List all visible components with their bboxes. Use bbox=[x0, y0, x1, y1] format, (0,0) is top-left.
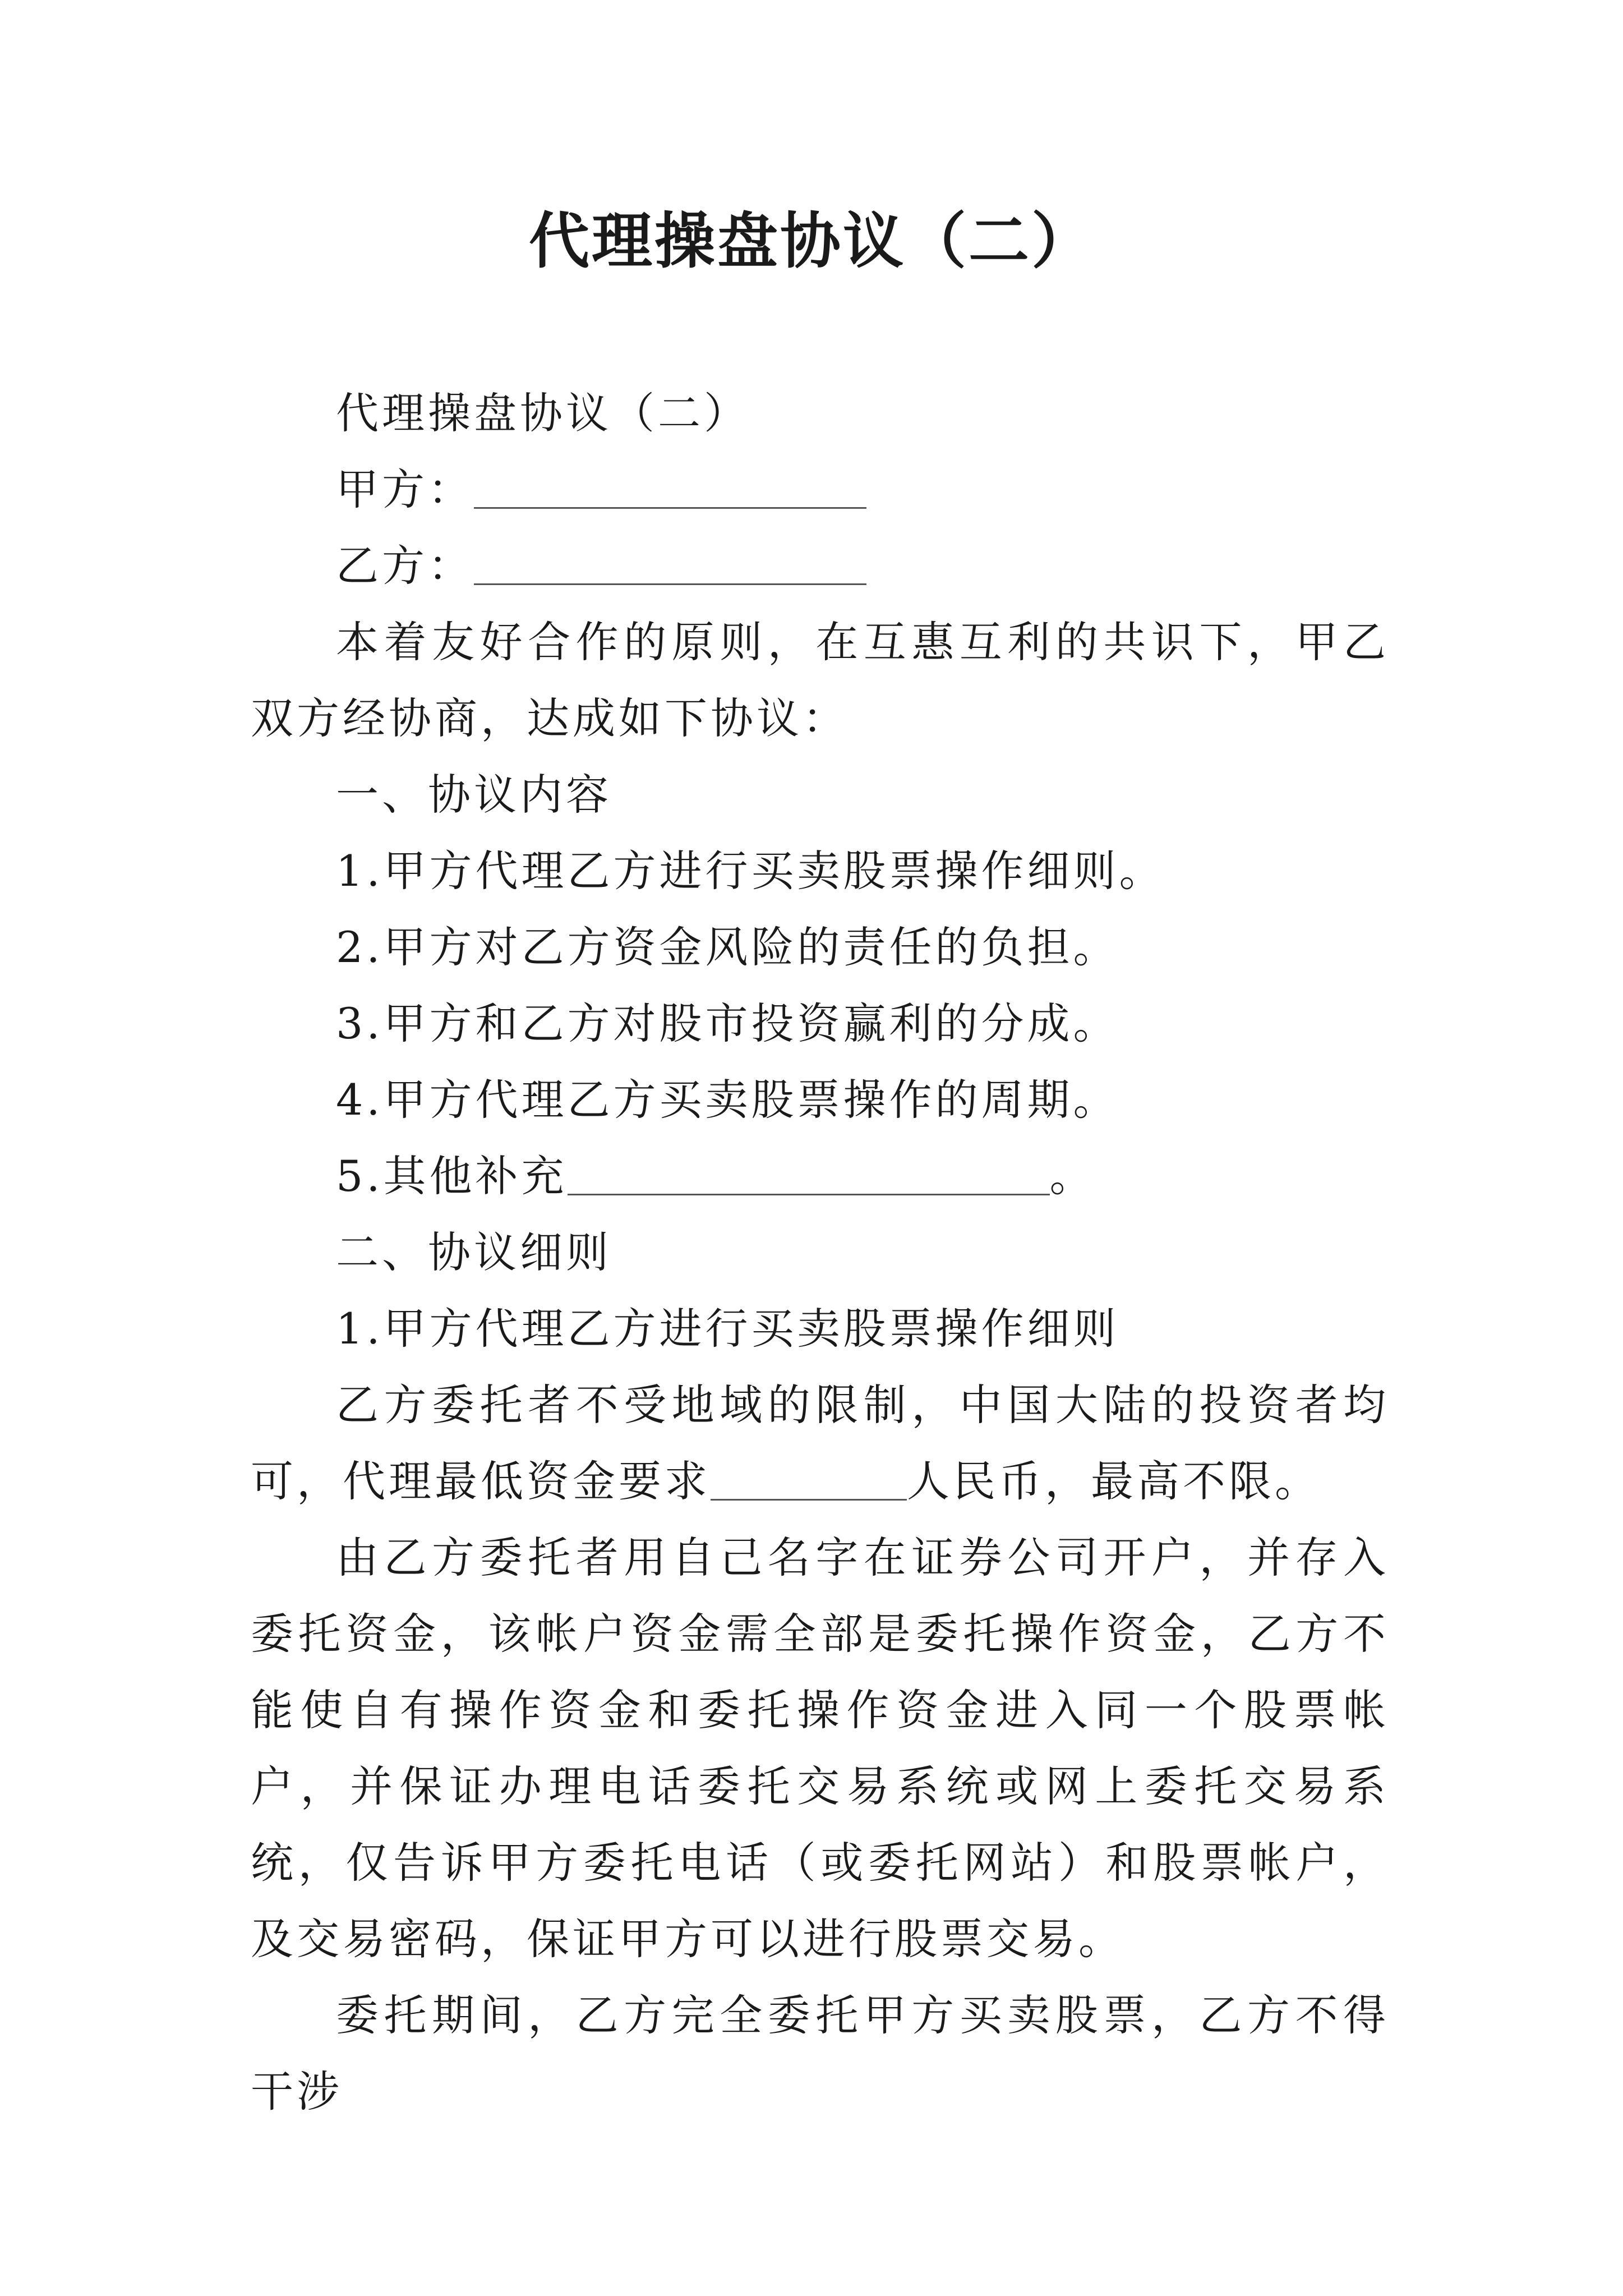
document-body bbox=[251, 375, 1389, 2130]
item5-prefix: 5.其他补充 bbox=[336, 1151, 568, 1201]
min-amount-blank bbox=[711, 1460, 907, 1501]
section1-item: 2.甲方对乙方资金风险的责任的负担。 bbox=[336, 922, 1119, 972]
section2-heading: 二、协议细则 bbox=[336, 1227, 612, 1277]
account-paragraph: 由乙方委托者用自己名字在证券公司开户，并存入委托资金，该帐户资金需全部是委托操作资金，乙方不能使自有操作资金和委托操作资金进入同一个股票帐户，并保证办理电话委托交易系统或网上委托交易系统，仅告诉甲方委托电话（或委托网站）和股票帐户，及交易密码，保证甲方可以进行股票交易。 bbox=[251, 1533, 1389, 1964]
region-paragraph bbox=[251, 1367, 1389, 1520]
document-subtitle: 代理操盘协议（二） bbox=[336, 388, 750, 438]
period-paragraph: 委托期间，乙方完全委托甲方买卖股票，乙方不得干涉 bbox=[251, 1990, 1389, 2116]
item5-blank bbox=[568, 1154, 1050, 1195]
section1-item-other bbox=[251, 1138, 1389, 1214]
region-text-before: 乙方委托者不受地域的限制，中国大陆的投资者均可，代理最低资金要求 bbox=[251, 1380, 1389, 1506]
section2-subheading: 1.甲方代理乙方进行买卖股票操作细则 bbox=[336, 1304, 1119, 1354]
section1-item: 4.甲方代理乙方买卖股票操作的周期。 bbox=[336, 1075, 1119, 1125]
party-b-blank bbox=[474, 544, 866, 585]
party-b-label: 乙方： bbox=[336, 541, 474, 591]
party-b-line bbox=[251, 528, 1389, 604]
section1-item: 1.甲方代理乙方进行买卖股票操作细则。 bbox=[336, 846, 1165, 896]
section1-heading: 一、协议内容 bbox=[336, 770, 612, 820]
item5-suffix: 。 bbox=[1049, 1151, 1096, 1201]
party-a-blank bbox=[474, 468, 866, 509]
document-title: 代理操盘协议（二） bbox=[528, 206, 1094, 277]
region-text-after: 人民币，最高不限。 bbox=[907, 1456, 1321, 1506]
intro-paragraph: 本着友好合作的原则，在互惠互利的共识下，甲乙双方经协商，达成如下协议： bbox=[251, 617, 1389, 743]
section1-item: 3.甲方和乙方对股市投资赢利的分成。 bbox=[336, 999, 1119, 1048]
party-a-line bbox=[251, 452, 1389, 528]
party-a-label: 甲方： bbox=[336, 464, 474, 514]
